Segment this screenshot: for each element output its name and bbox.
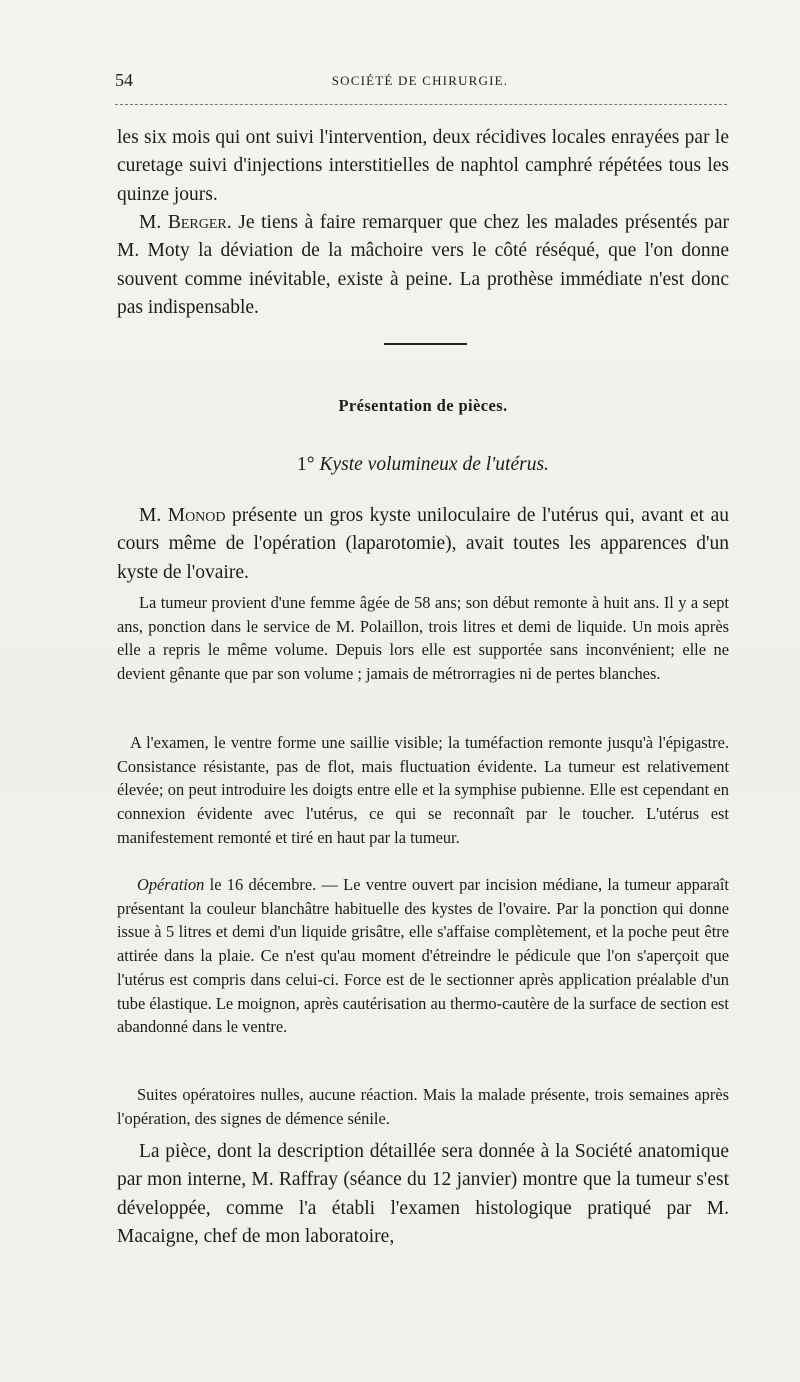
paragraph-berger: [117, 209, 729, 322]
page-header: [115, 70, 725, 94]
operation-label: Opération: [137, 875, 205, 894]
header-rule: [115, 104, 727, 105]
running-title: SOCIÉTÉ DE CHIRURGIE.: [331, 73, 509, 88]
paragraph-text: La pièce, dont la description détaillée sera donnée à la Société anatomique par mon interne, M. Raffray (séance du 12 janvier) montre que la tumeur s'est développée, comme l'a établi l'examen histologique pratiqué par M. Macaigne, chef de mon laboratoire,: [117, 1141, 729, 1247]
outcome-paragraph: [117, 1083, 729, 1130]
case-history-paragraph: [117, 591, 729, 686]
paragraph-text: les six mois qui ont suivi l'intervention, deux récidives locales enrayées par le curetage suivi d'injections interstitielles de naphtol camphré répétées tous les quinze jours.: [117, 127, 729, 205]
subsection-title: [117, 454, 729, 476]
section-title: Présentation de pièces.: [338, 396, 508, 415]
operation-paragraph: [117, 873, 729, 1039]
page-number: 54: [115, 70, 133, 90]
paragraph-text: présente un gros kyste uniloculaire de l'utérus qui, avant et au cours même de l'opération (laparotomie), avait toutes les apparences d'un kyste de l'ovaire.: [117, 505, 730, 583]
subsection-number: 1°: [297, 454, 315, 475]
speaker-name: M. Berger.: [139, 212, 232, 233]
examination-paragraph: [117, 731, 729, 850]
subsection-name: Kyste volumineux de l'utérus.: [319, 454, 549, 475]
speaker-name: M. Monod: [139, 505, 226, 526]
paragraph-continuation: [117, 124, 729, 209]
paragraph-text: A l'examen, le ventre forme une saillie visible; la tuméfaction remonte jusqu'à l'épigastre. Consistance résistante, pas de flot, mais fluctuation évidente. La tumeur est relativement élevée; on peut introduire les doigts entre elle et la symphise pubienne. Elle est cependant en connexion évidente avec l'utérus, ce qui se reconnaît par le toucher. L'utérus est manifestement remonté et tiré en haut par la tumeur.: [117, 733, 729, 847]
separator-rule: [384, 343, 467, 345]
paragraph-text: Je tiens à faire remarquer que chez les malades présentés par M. Moty la déviation de la mâchoire vers le côté réséqué, que l'on donne souvent comme inévitable, existe à peine. La prothèse immédiate n'est donc pas indispensable.: [117, 212, 729, 318]
paragraph-specimen: [117, 1138, 729, 1251]
paragraph-text: La tumeur provient d'une femme âgée de 58 ans; son début remonte à huit ans. Il y a sept ans, ponction dans le service de M. Polaillon, trois litres et demi de liquide. Un mois après elle a repris le même volume. Depuis lors elle est supportée sans inconvénient; elle ne devient gênante que par son volume ; jamais de métrorragies ni de pertes blanches.: [117, 593, 729, 684]
paragraph-monod: [117, 502, 729, 587]
paragraph-text: Suites opératoires nulles, aucune réaction. Mais la malade présente, trois semaines après l'opération, des signes de démence sénile.: [117, 1085, 729, 1128]
paragraph-text: le 16 décembre. — Le ventre ouvert par incision médiane, la tumeur apparaît présentant la couleur blanchâtre habituelle des kystes de l'ovaire. Par la ponction qui donne issue à 5 litres et demi d'un liquide grisâtre, elle s'affaise complètement, et la poche peut être attirée dans la plaie. Ce n'est qu'au moment d'étreindre le pédicule que l'on s'aperçoit que l'utérus est compris dans celui-ci. Force est de le sectionner après application préalable d'un tube élastique. Le moignon, après cautérisation au thermo-cautère de la surface de section est abandonné dans le ventre.: [117, 875, 729, 1037]
